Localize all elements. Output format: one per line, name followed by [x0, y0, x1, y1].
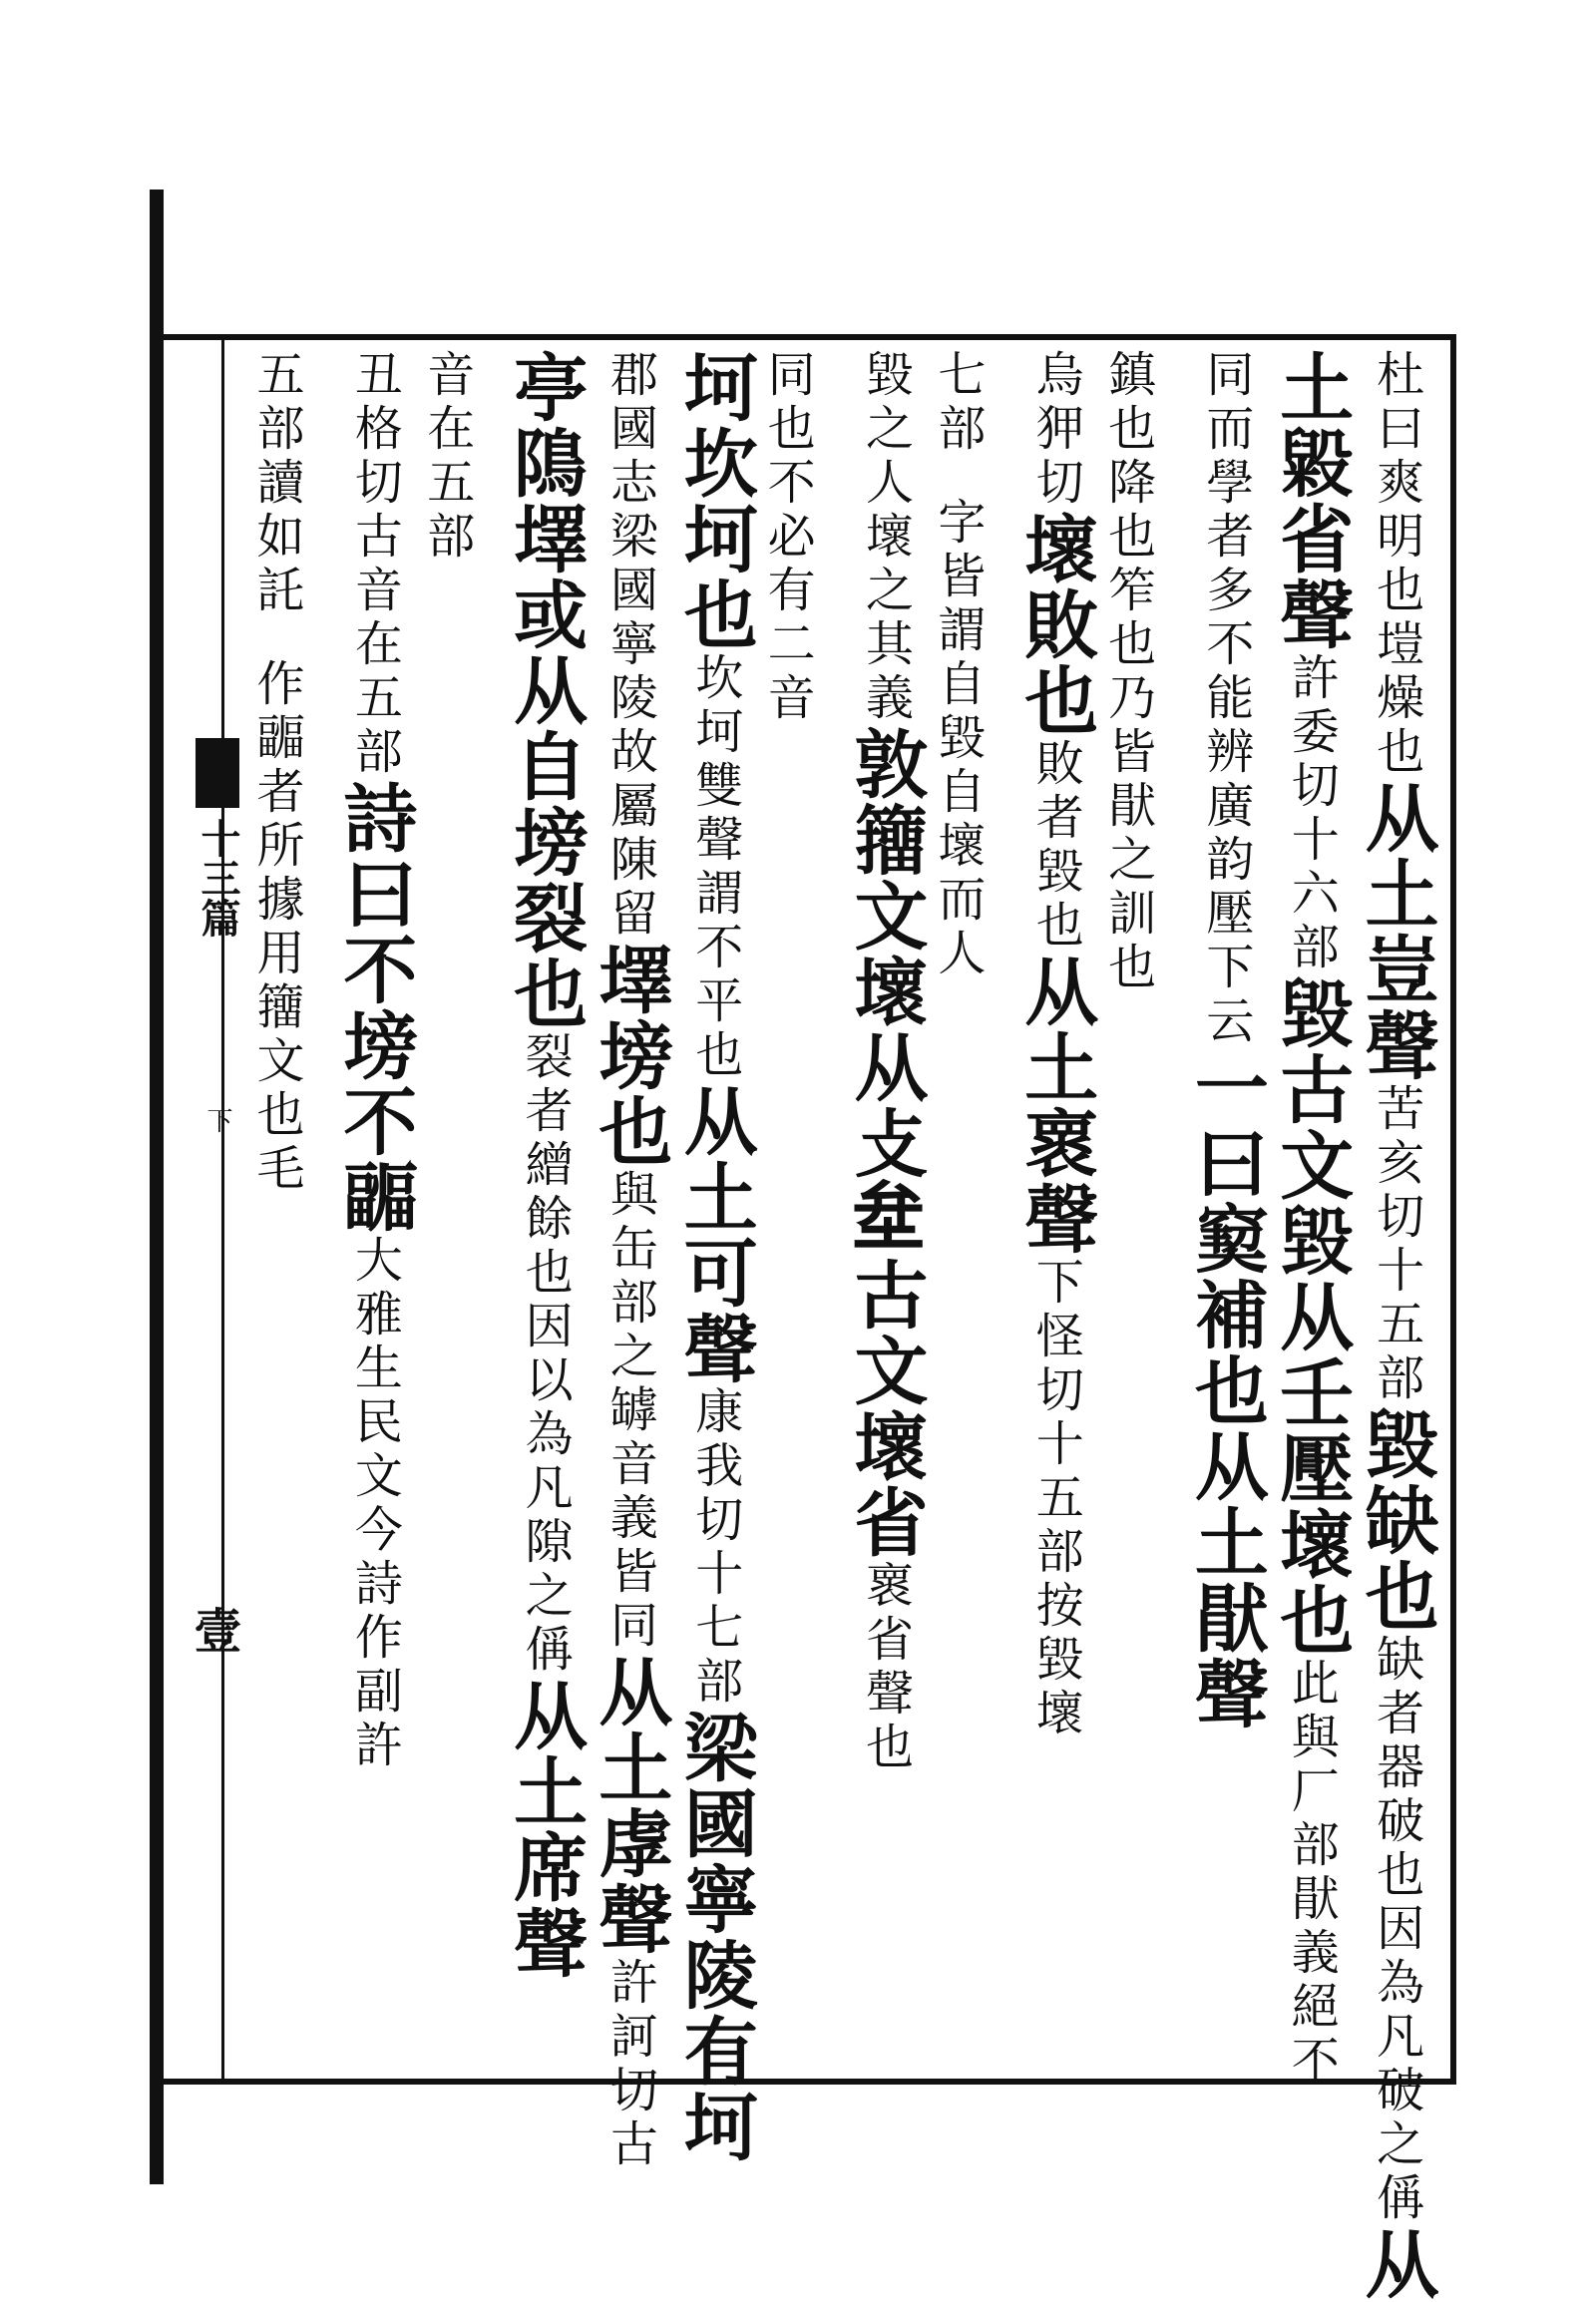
- fish-tail-mark: [196, 738, 239, 808]
- main-text: 从土席聲: [502, 1678, 589, 1981]
- text-column: [1182, 349, 1269, 1731]
- annotation-text: 苦亥切十五部: [1368, 1083, 1424, 1406]
- annotation-text: 裂者繒餘也因以為凡隙之偁: [517, 1031, 574, 1678]
- text-column: [1099, 349, 1156, 995]
- text-column: [842, 349, 929, 1775]
- annotation-text: 鎮也降也笮也乃皆猒之訓也: [1099, 349, 1156, 995]
- main-text: 亭: [502, 349, 589, 425]
- annotation-text: 與缶部之罅音義皆同: [601, 1169, 658, 1654]
- main-text: 壞: [1012, 511, 1099, 586]
- annotation-text: 康我切十七部: [686, 1386, 743, 1710]
- annotation-text: 杜曰爽明也塏燥也: [1368, 349, 1424, 780]
- annotation-text: 敗者毀也: [1027, 738, 1084, 954]
- annotation-text: 下怪切十五部按毀壞: [1027, 1257, 1084, 1741]
- main-text: 从土可聲: [671, 1083, 758, 1386]
- text-column: [671, 349, 758, 2164]
- text-column: [587, 349, 673, 2172]
- main-text: 詩曰不塝不疈: [331, 780, 418, 1235]
- text-column: [418, 349, 475, 565]
- main-text: 裂也: [502, 880, 589, 1031]
- page-gutter: [150, 334, 224, 2085]
- folio-number: 壹: [186, 1606, 241, 1654]
- text-column: [1353, 349, 1439, 2302]
- text-column: [759, 349, 816, 726]
- annotation-text: 缺者器破也因為凡破之偁: [1368, 1634, 1424, 2226]
- main-text: 隝: [502, 425, 589, 501]
- main-text: 敦: [842, 726, 929, 802]
- annotation-text: 烏狎切: [1027, 349, 1084, 511]
- annotation-text: 此與厂部猒義絕不: [1283, 1658, 1340, 2089]
- annotation-text: 五部讀如託: [248, 349, 304, 618]
- annotation-text: 音在五部: [418, 349, 475, 565]
- text-column: [929, 349, 986, 981]
- main-text: 梁國寧陵有坷: [671, 1710, 758, 2164]
- main-text: 从土豈聲: [1353, 780, 1439, 1083]
- main-text: 坎坷也: [671, 425, 758, 652]
- main-text: 墿: [587, 942, 673, 1017]
- annotation-text: 郡國志梁國寧陵故屬陳留: [601, 349, 658, 942]
- main-text: 毀: [1353, 1406, 1439, 1482]
- text-column: [1268, 349, 1355, 2089]
- main-text: 土毇省聲: [1268, 349, 1355, 652]
- main-text: 𡊅: [842, 1181, 929, 1257]
- annotation-text: 丑格切古音在五部: [346, 349, 403, 780]
- main-text: 古文壞省: [842, 1257, 929, 1560]
- main-text: 一曰窫補也从土猒聲: [1182, 1049, 1269, 1731]
- volume-label: 十三篇: [195, 818, 241, 938]
- main-text: 壞也: [1268, 1506, 1355, 1658]
- main-text: 缺也: [1353, 1482, 1439, 1634]
- annotation-text: 同也不必有二音: [759, 349, 816, 726]
- annotation-text: 毀之人壞之其義: [857, 349, 914, 726]
- main-text: 籒文壞从攴: [842, 802, 929, 1181]
- annotation-text: 許訶切古: [601, 1957, 658, 2172]
- main-text: 壓: [1268, 1430, 1355, 1506]
- annotation-text: 同而學者多不能辨廣韵壓下云: [1197, 349, 1254, 1049]
- main-text: 从土褱聲: [1012, 954, 1099, 1257]
- main-text: 毀: [1268, 975, 1355, 1051]
- main-text: 墿或从自塝: [502, 501, 589, 880]
- annotation-text: 作疈者所據用籒文也毛: [248, 658, 304, 1197]
- main-text: 塝也: [587, 1017, 673, 1169]
- annotation-text: 字皆謂自毀自壞而人: [929, 497, 986, 981]
- volume-sub-label: 下: [202, 1107, 232, 1133]
- main-text: 从土虖聲: [587, 1654, 673, 1957]
- main-text: 古文毀从壬: [1268, 1051, 1355, 1430]
- main-text: 从: [1353, 2226, 1439, 2302]
- text-column: [331, 349, 418, 1773]
- text-column: [248, 349, 304, 1197]
- text-column: [502, 349, 589, 1981]
- annotation-text: 褱省聲也: [857, 1560, 914, 1775]
- annotation-text: 七部: [929, 349, 986, 457]
- main-text: 敗也: [1012, 586, 1099, 738]
- annotation-text: 許委切十六部: [1283, 652, 1340, 975]
- annotation-text: 大雅生民文今詩作副許: [346, 1235, 403, 1773]
- annotation-text: 坎坷雙聲謂不平也: [686, 652, 743, 1083]
- text-column: [1012, 349, 1099, 1741]
- main-text: 坷: [671, 349, 758, 425]
